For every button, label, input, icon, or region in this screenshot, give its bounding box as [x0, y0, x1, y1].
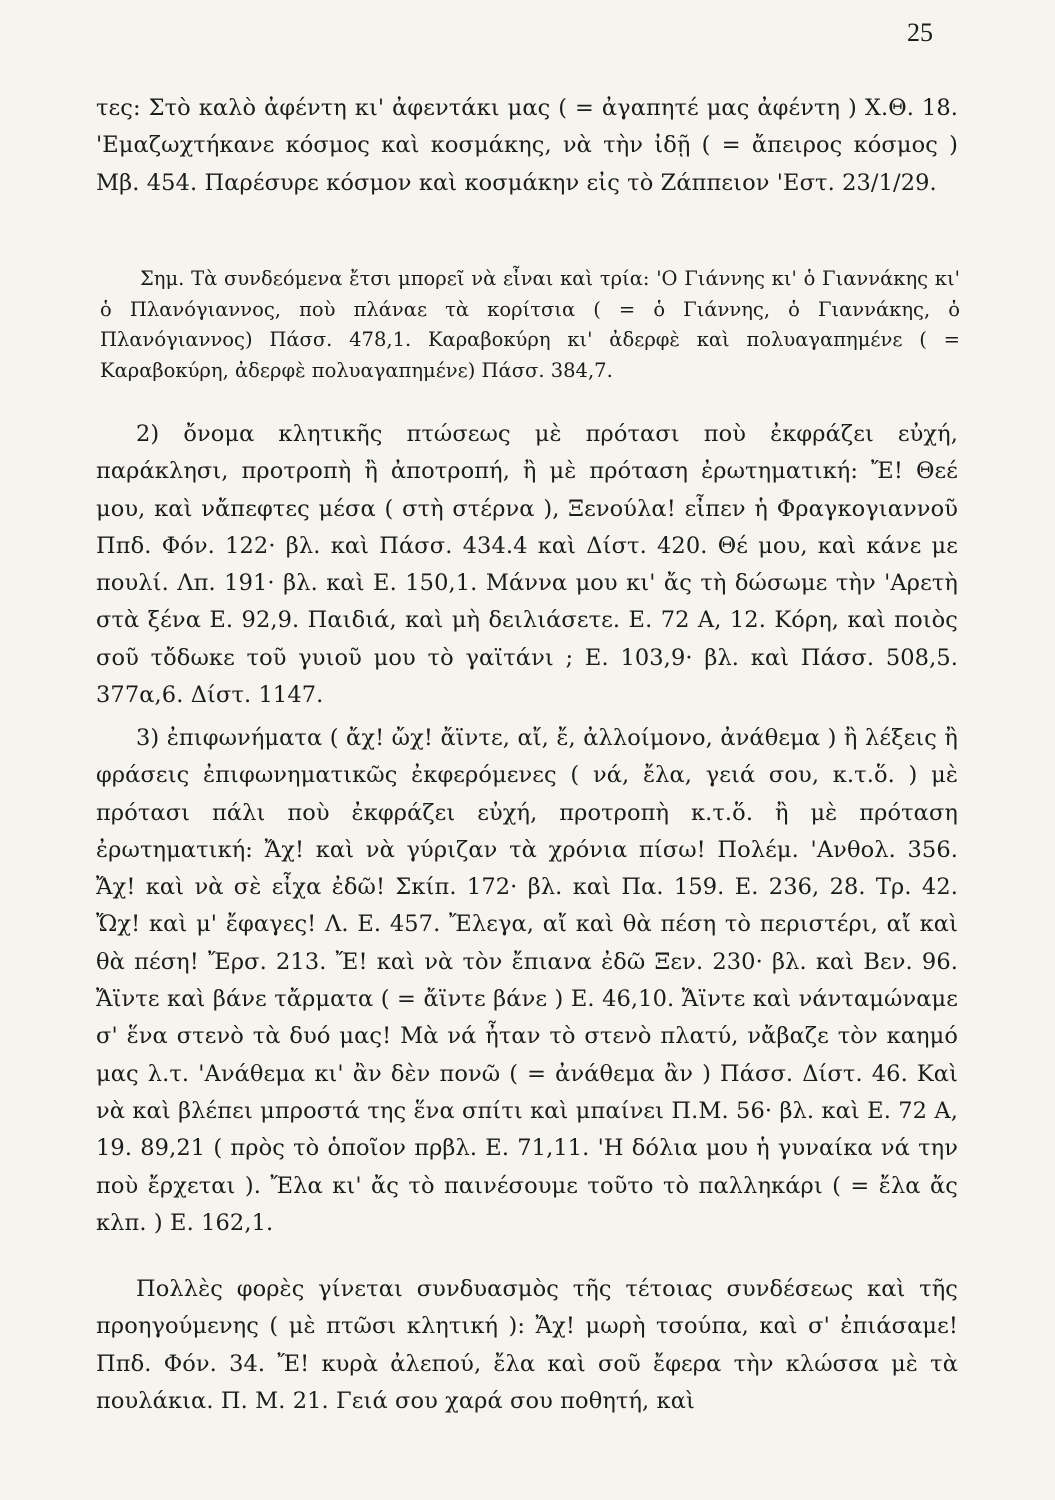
- paragraph-continuation: τες: Στὸ καλὸ ἀφέντη κι' ἀφεντάκι μας ( = ἀγαπητέ μας ἀφέντη ) Χ.Θ. 18. 'Εμαζωχτήκανε κόσμος καὶ κοσμάκης, νὰ τὴν ἰδῇ ( = ἄπειρος κόσμος ) Μβ. 454. Παρέσυρε κόσμον καὶ κοσμάκην εἰς τὸ Ζάππειον 'Εστ. 23/1/29.: [96, 95, 958, 196]
- page-number: 25: [907, 18, 933, 47]
- paragraph-3: 3) ἐπιφωνήματα ( ἄχ! ὤχ! ἄϊντε, αἴ, ἔ, ἀλλοίμονο, ἀνάθεμα ) ἢ λέξεις ἢ φράσεις ἐπιφωνηματικῶς ἐκφερόμενες ( νά, ἔλα, γειά σου, κ.τ.ὅ. ) μὲ πρότασι πάλι ποὺ ἐκφράζει εὐχή, προτροπὴ κ.τ.ὅ. ἢ μὲ πρόταση ἐρωτηματική: Ἄχ! καὶ νὰ γύριζαν τὰ χρόνια πίσω! Πολέμ. 'Ανθολ. 356. Ἄχ! καὶ νὰ σὲ εἶχα ἐδῶ! Σκίπ. 172· βλ. καὶ Πα. 159. Ε. 236, 28. Τρ. 42. Ὤχ! καὶ μ' ἔφαγες! Λ. Ε. 457. Ἔλεγα, αἴ καὶ θὰ πέση τὸ περιστέρι, αἴ καὶ θὰ πέση! Ἔρσ. 213. Ἔ! καὶ νὰ τὸν ἔπιανα ἐδῶ Ξεν. 230· βλ. καὶ Βεν. 96. Ἄϊντε καὶ βάνε τἄρματα ( = ἄϊντε βάνε ) Ε. 46,10. Ἄϊντε καὶ νάνταμώναμε σ' ἕνα στενὸ τὰ δυό μας! Μὰ νά ἦταν τὸ στενὸ πλατύ, νἄβαζε τὸν καημό μας λ.τ. 'Ανάθεμα κι' ἂν δὲν πονῶ ( = ἀνάθεμα ἂν ) Πάσσ. Δίστ. 46. Καὶ νὰ καὶ βλέπει μπροστά της ἕνα σπίτι καὶ μπαίνει Π.Μ. 56· βλ. καὶ Ε. 72 Α, 19. 89,21 ( πρὸς τὸ ὁποῖον πρβλ. Ε. 71,11. 'Η δόλια μου ἡ γυναίκα νά την ποὺ ἔρχεται ). Ἔλα κι' ἄς τὸ παινέσουμε τοῦτο τὸ παλληκάρι ( = ἔλα ἄς κλπ. ) Ε. 162,1.: [96, 725, 958, 1236]
- paragraph-4: Πολλὲς φορὲς γίνεται συνδυασμὸς τῆς τέτοιας συνδέσεως καὶ τῆς προηγούμενης ( μὲ πτῶσι κλητική ): Ἄχ! μωρὴ τσούπα, καὶ σ' ἐπιάσαμε! Ππδ. Φόν. 34. Ἔ! κυρὰ ἀλεπού, ἔλα καὶ σοῦ ἔφερα τὴν κλώσσα μὲ τὰ πουλάκια. Π. Μ. 21. Γειά σου χαρά σου ποθητή, καὶ: [96, 1276, 958, 1414]
- paragraph-2: 2) ὄνομα κλητικῆς πτώσεως μὲ πρότασι ποὺ ἐκφράζει εὐχή, παράκλησι, προτροπὴ ἢ ἀποτροπή, ἢ μὲ πρόταση ἐρωτηματική: Ἔ! Θεέ μου, καὶ νἄπεφτες μέσα ( στὴ στέρνα ), Ξενούλα! εἶπεν ἡ Φραγκογιαννοῦ Ππδ. Φόν. 122· βλ. καὶ Πάσσ. 434.4 καὶ Δίστ. 420. Θέ μου, καὶ κάνε με πουλί. Λπ. 191· βλ. καὶ Ε. 150,1. Μάννα μου κι' ἄς τὴ δώσωμε τὴν 'Αρετὴ στὰ ξένα Ε. 92,9. Παιδιά, καὶ μὴ δειλιάσετε. Ε. 72 Α, 12. Κόρη, καὶ ποιὸς σοῦ τὄδωκε τοῦ γυιοῦ μου τὸ γαϊτάνι ; Ε. 103,9· βλ. καὶ Πάσσ. 508,5. 377α,6. Δίστ. 1147.: [96, 421, 958, 709]
- note-paragraph: Σημ. Τὰ συνδεόμενα ἔτσι μπορεῖ νὰ εἶναι καὶ τρία: 'Ο Γιάννης κι' ὁ Γιαννάκης κι' ὁ Πλανόγιαννος, ποὺ πλάναε τὰ κορίτσια ( = ὁ Γιάννης, ὁ Γιαννάκης, ὁ Πλανόγιαννος) Πάσσ. 478,1. Καραβοκύρη κι' ἀδερφὲ καὶ πολυαγαπημένε ( = Καραβοκύρη, ἀδερφὲ πολυαγαπημένε) Πάσσ. 384,7.: [100, 267, 960, 382]
